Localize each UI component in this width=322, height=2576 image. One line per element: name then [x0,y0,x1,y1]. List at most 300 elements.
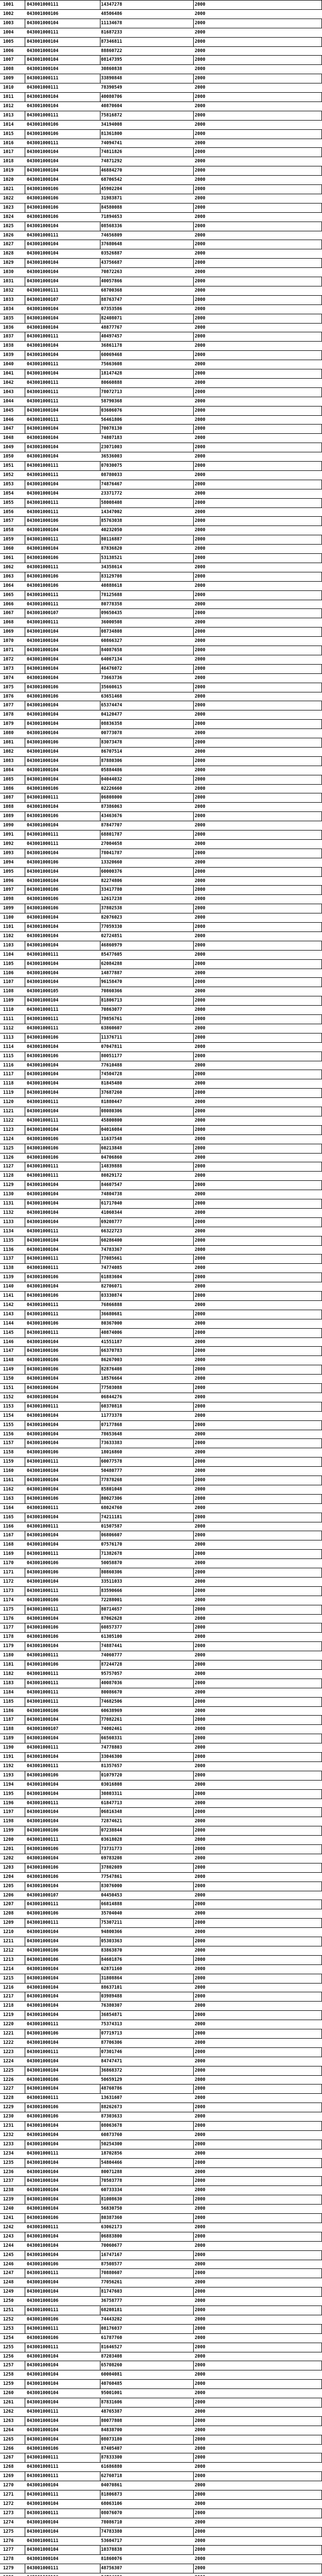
amount: 2000 [195,721,206,727]
table-row [0,2527,322,2537]
amount: 2000 [195,445,206,450]
amount: 2000 [195,1828,206,1834]
table-row [0,2407,322,2417]
amount: 2000 [195,666,206,671]
amount: 2000 [195,1874,206,1879]
account-id: 043001000104 [27,481,59,487]
row-number: 1256 [3,2353,14,2359]
row-number: 1072 [3,656,14,662]
row-number: 1241 [3,2215,14,2221]
reference-code: 84601876 [101,1957,122,1962]
row-number: 1047 [3,426,14,432]
row-number: 1086 [3,786,14,791]
row-number: 1075 [3,684,14,690]
amount: 2000 [195,2215,206,2221]
table-row [0,2324,322,2334]
row-number: 1010 [3,85,14,91]
reference-code: 11376711 [101,1035,122,1040]
row-number: 1170 [3,1561,14,1566]
account-id: 043001000111 [27,2455,59,2461]
reference-code: 87405407 [101,2446,122,2451]
table-row [0,996,322,1006]
reference-code: 62871160 [101,1966,122,1972]
account-id: 043001000106 [27,887,59,893]
reference-code: 87831606 [101,2400,122,2405]
row-number: 1223 [3,2049,14,2055]
row-number: 1005 [3,39,14,44]
amount: 2000 [195,408,206,413]
account-id: 043001000107 [27,1892,59,1898]
table-row [0,1328,322,1338]
amount: 2000 [195,1570,206,1575]
reference-code: 80027306 [101,1496,122,1501]
account-id: 043001000111 [27,2270,59,2276]
row-number: 1007 [3,57,14,63]
account-id: 043001000104 [27,57,59,63]
amount: 2000 [195,85,206,91]
account-id: 043001000104 [27,869,59,874]
account-id: 043001000104 [27,2086,59,2092]
amount: 2000 [195,2123,206,2128]
amount: 2000 [195,2031,206,2036]
account-id: 043001000104 [27,2141,59,2147]
reference-code: 06808000 [101,795,122,801]
row-number: 1028 [3,251,14,257]
table-row [0,876,322,886]
table-row [0,1688,322,1698]
amount: 2000 [195,2446,206,2451]
reference-code: 33511033 [101,1579,122,1584]
account-id: 043001000104 [27,528,59,533]
account-id: 043001000104 [27,2243,59,2248]
reference-code: 07047811 [101,1044,122,1049]
amount: 2000 [195,2418,206,2424]
amount: 2000 [195,490,206,496]
amount: 2000 [195,1883,206,1889]
account-id: 043001000106 [27,1957,59,1962]
table-row [0,0,322,10]
row-number: 1167 [3,1533,14,1538]
amount: 2000 [195,2252,206,2258]
account-id: 043001000106 [27,2077,59,2082]
table-row [0,1448,322,1458]
table-row [0,1854,322,1863]
table-row [0,581,322,591]
reference-code: 74656809 [101,232,122,238]
table-row [0,2204,322,2214]
reference-code: 82876408 [101,1367,122,1372]
row-number: 1103 [3,942,14,948]
reference-code: 11637548 [101,1136,122,1142]
table-row [0,2343,322,2352]
table-row [0,2278,322,2287]
reference-code: 63062173 [101,2224,122,2230]
amount: 2000 [195,1422,206,1428]
account-id: 043001000111 [27,2409,59,2414]
row-number: 1186 [3,1708,14,1714]
account-id: 043001000104 [27,2529,59,2534]
reference-code: 87847707 [101,823,122,828]
account-id: 043001000104 [27,2040,59,2045]
account-id: 043001000111 [27,1311,59,1317]
amount: 2000 [195,2086,206,2092]
amount: 2000 [195,1542,206,1548]
account-id: 043001000106 [27,1625,59,1631]
amount: 2000 [195,2261,206,2267]
reference-code: 75307211 [101,1920,122,1926]
reference-code: 76866888 [101,1302,122,1308]
row-number: 1116 [3,1062,14,1068]
account-id: 043001000104 [27,2418,59,2424]
table-row [0,350,322,360]
account-id: 043001000106 [27,1367,59,1372]
row-number: 1169 [3,1551,14,1557]
account-id: 043001000104 [27,2178,59,2184]
account-id: 043001000106 [27,1911,59,1917]
reference-code: 01507587 [101,1523,122,1529]
amount: 2000 [195,149,206,155]
amount: 2000 [195,1044,206,1049]
reference-code: 58790368 [101,398,122,404]
reference-code: 61787760 [101,2335,122,2341]
reference-code: 81860076 [101,2556,122,2562]
table-row [0,535,322,545]
table-row [0,2268,322,2278]
amount: 2000 [195,1173,206,1179]
reference-code: 06806607 [101,1533,122,1538]
table-row [0,600,322,609]
account-id: 043001000104 [27,1081,59,1087]
row-number: 1149 [3,1367,14,1372]
table-row [0,2444,322,2454]
account-id: 043001000104 [27,251,59,257]
table-row [0,304,322,314]
account-id: 043001000104 [27,1514,59,1520]
table-row [0,793,322,803]
amount: 2000 [195,592,206,598]
account-id: 043001000111 [27,1689,59,1695]
amount: 2000 [195,2427,206,2433]
row-number: 1084 [3,767,14,773]
table-row [0,2554,322,2564]
account-id: 043001000104 [27,269,59,275]
account-id: 043001000104 [27,776,59,782]
reference-code: 43756687 [101,260,122,266]
row-number: 1027 [3,242,14,247]
amount: 2000 [195,1662,206,1667]
table-row [0,1632,322,1642]
table-row [0,277,322,286]
account-id: 043001000106 [27,1348,59,1354]
table-row [0,1882,322,1891]
table-row [0,1485,322,1495]
table-row [0,139,322,148]
table-row [0,1263,322,1273]
table-row [0,406,322,416]
reference-code: 83076000 [101,1883,122,1889]
reference-code: 77085661 [101,1256,122,1262]
reference-code: 41551187 [101,1339,122,1345]
reference-code: 14877887 [101,970,122,976]
amount: 2000 [195,795,206,801]
table-row [0,1835,322,1845]
row-number: 1056 [3,509,14,515]
row-number: 1277 [3,2547,14,2553]
table-row [0,2029,322,2039]
reference-code: 61883604 [101,1275,122,1280]
reference-code: 43463676 [101,814,122,819]
row-number: 1269 [3,2473,14,2479]
amount: 2000 [195,2,206,7]
reference-code: 81646527 [101,2344,122,2350]
row-number: 1048 [3,435,14,441]
reference-code: 36680681 [101,1311,122,1317]
table-row [0,894,322,904]
amount: 2000 [195,287,206,293]
reference-code: 80086670 [101,1689,122,1695]
table-row [0,1300,322,1310]
account-id: 043001000106 [27,1874,59,1879]
row-number: 1249 [3,2289,14,2295]
amount: 2000 [195,1302,206,1308]
amount: 2000 [195,2150,206,2156]
amount: 2000 [195,2224,206,2230]
reference-code: 40080706 [101,94,122,99]
row-number: 1267 [3,2455,14,2461]
amount: 2000 [195,841,206,846]
amount: 2000 [195,675,206,681]
table-row [0,1780,322,1790]
row-number: 1096 [3,878,14,884]
table-row [0,728,322,738]
row-number: 1177 [3,1625,14,1631]
account-id: 043001000106 [27,1597,59,1603]
table-row [0,1863,322,1873]
table-row [0,184,322,194]
row-number: 1238 [3,2188,14,2193]
row-number: 1113 [3,1035,14,1040]
table-row [0,1466,322,1476]
row-number: 1082 [3,749,14,754]
account-id: 043001000106 [27,122,59,127]
table-row [0,2167,322,2177]
account-id: 043001000106 [27,1947,59,1953]
reference-code: 18016860 [101,1450,122,1455]
account-id: 043001000111 [27,2510,59,2516]
reference-code: 08836358 [101,721,122,727]
table-row [0,507,322,517]
reference-code: 80714657 [101,1606,122,1612]
account-id: 043001000111 [27,76,59,81]
row-number: 1188 [3,1726,14,1732]
row-number: 1200 [3,1837,14,1843]
account-id: 043001000104 [27,1192,59,1197]
reference-code: 03606076 [101,408,122,413]
table-row [0,1946,322,1956]
row-number: 1258 [3,2372,14,2378]
account-id: 043001000111 [27,1265,59,1271]
account-id: 043001000104 [27,1044,59,1049]
account-id: 043001000104 [27,1127,59,1132]
row-number: 1206 [3,1892,14,1898]
account-id: 043001000106 [27,573,59,579]
account-id: 043001000104 [27,703,59,708]
account-id: 043001000111 [27,1902,59,1907]
amount: 2000 [195,823,206,828]
reference-code: 60213848 [101,1145,122,1151]
amount: 2000 [195,1275,206,1280]
reference-code: 27004658 [101,841,122,846]
account-id: 043001000106 [27,2316,59,2322]
row-number: 1219 [3,2012,14,2018]
amount: 2000 [195,1403,206,1409]
reference-code: 75816872 [101,112,122,118]
amount: 2000 [195,767,206,773]
amount: 2000 [195,832,206,837]
amount: 2000 [195,1597,206,1603]
amount: 2000 [195,1228,206,1234]
row-number: 1002 [3,11,14,16]
row-number: 1205 [3,1883,14,1889]
table-row [0,2499,322,2509]
amount: 2000 [195,1090,206,1096]
amount: 2000 [195,1284,206,1290]
reference-code: 68700368 [101,287,122,293]
amount: 2000 [195,1210,206,1215]
row-number: 1053 [3,481,14,487]
reference-code: 08080306 [101,1109,122,1114]
account-id: 043001000111 [27,1837,59,1843]
amount: 2000 [195,1653,206,1658]
row-number: 1234 [3,2150,14,2156]
account-id: 043001000104 [27,343,59,349]
row-number: 1233 [3,2141,14,2147]
amount: 2000 [195,1939,206,1944]
reference-code: 80829172 [101,1173,122,1179]
amount: 2000 [195,435,206,441]
row-number: 1259 [3,2381,14,2387]
amount: 2000 [195,260,206,266]
reference-code: 07177868 [101,1422,122,1428]
amount: 2000 [195,2040,206,2045]
table-row [0,37,322,47]
amount: 2000 [195,1330,206,1335]
amount: 2000 [195,2455,206,2461]
account-id: 043001000106 [27,814,59,819]
account-id: 043001000104 [27,159,59,164]
amount: 2000 [195,2538,206,2544]
table-row [0,1807,322,1817]
reference-code: 88262673 [101,2105,122,2110]
row-number: 1146 [3,1339,14,1345]
table-row [0,424,322,434]
reference-code: 87386063 [101,804,122,810]
table-row [0,2213,322,2223]
amount: 2000 [195,187,206,192]
amount: 2000 [195,989,206,994]
table-row [0,222,322,231]
row-number [3,2573,24,2576]
row-number: 1025 [3,223,14,229]
amount: 2000 [195,896,206,902]
amount: 2000 [195,1754,206,1759]
amount: 2000 [195,1947,206,1953]
account-id: 043001000106 [27,2261,59,2267]
amount: 2000 [195,57,206,63]
reference-code: 60004081 [101,2372,122,2378]
table-row [0,2536,322,2546]
reference-code: 40087036 [101,1680,122,1686]
row-number: 1178 [3,1634,14,1640]
reference-code: 50254300 [101,2141,122,2147]
account-id: 043001000106 [27,205,59,210]
account-id: 043001000111 [27,832,59,837]
table-row [0,1438,322,1448]
amount: 2000 [195,232,206,238]
row-number: 1012 [3,103,14,109]
table-row [0,1669,322,1679]
reference-code: 33417780 [101,887,122,893]
row-number: 1196 [3,1800,14,1806]
reference-code: 50480777 [101,1468,122,1474]
amount: 2000 [195,1837,206,1843]
table-row [0,1337,322,1347]
amount: 2000 [195,1496,206,1501]
account-id: 043001000104 [27,731,59,736]
table-row [0,950,322,960]
amount: 2000 [195,1699,206,1704]
reference-code: 78390549 [101,85,122,91]
amount: 2000 [195,500,206,505]
amount: 2000 [195,1025,206,1031]
table-row [0,2149,322,2159]
account-id: 043001000106 [27,518,59,524]
account-id: 043001000106 [27,1561,59,1566]
amount: 2000 [195,1708,206,1714]
table-row [0,1346,322,1356]
account-id: 043001000106 [27,1145,59,1151]
row-number: 1015 [3,131,14,137]
amount: 2000 [195,878,206,884]
account-id: 043001000111 [27,2308,59,2313]
amount: 2000 [195,2391,206,2396]
row-number: 1254 [3,2335,14,2341]
account-id: 043001000111 [27,564,59,570]
row-number: 1062 [3,564,14,570]
account-id: 043001000111 [27,537,59,543]
row-number: 1187 [3,1717,14,1723]
account-id: 043001000106 [27,786,59,791]
reference-code: 02226660 [101,786,122,791]
account-id: 043001000104 [27,1072,59,1077]
account-id: 043001000104 [27,638,59,644]
table-row [0,1918,322,1928]
reference-code: 69208777 [101,1219,122,1225]
row-number: 1247 [3,2270,14,2276]
row-number: 1041 [3,371,14,376]
reference-code: 86707514 [101,749,122,754]
account-id: 043001000111 [27,1025,59,1031]
row-number: 1273 [3,2510,14,2516]
row-number: 1136 [3,1247,14,1252]
amount: 2000 [195,2160,206,2165]
row-number: 1243 [3,2233,14,2239]
account-id: 043001000104 [27,915,59,921]
reference-code: 58008408 [101,500,122,505]
reference-code: 60077578 [101,1459,122,1465]
amount: 2000 [195,1671,206,1676]
table-row [0,443,322,452]
